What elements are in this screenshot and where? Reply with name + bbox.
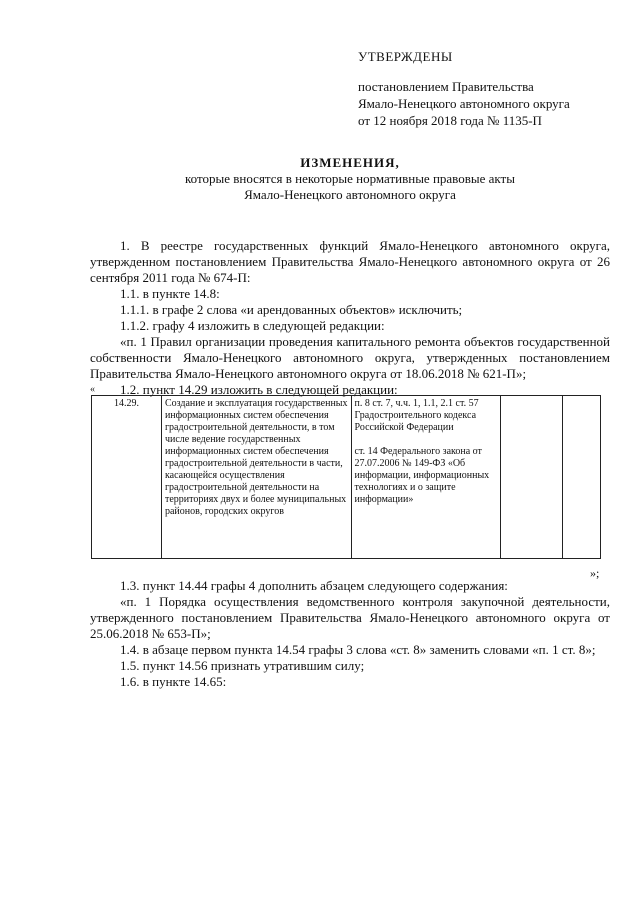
approval-line-2: Ямало-Ненецкого автономного округа [358,96,570,111]
table-cell-basis [351,396,500,559]
table-close-mark: »; [590,566,600,580]
body-bottom [90,578,610,690]
table-row [92,396,601,559]
paragraph-1-1-2: 1.1.2. графу 4 изложить в следующей редакции: [120,318,385,333]
table-cell-col5 [563,396,601,559]
paragraph-1-2: 1.2. пункт 14.29 изложить в следующей редакции: [120,382,398,397]
paragraph-1-1: 1.1. в пункте 14.8: [120,286,220,301]
approval-line-3: от 12 ноября 2018 года № 1135-П [358,113,542,128]
registry-table [91,395,601,559]
table-cell-number: 14.29. [92,396,162,559]
paragraph-1: 1. В реестре государственных функций Ямало-Ненецкого автономного округа, утвержденном постановлением Правительства Ямало-Ненецкого автономного округа от 26 сентября 2011 года № 674-П: [90,238,610,285]
paragraph-1-3: 1.3. пункт 14.44 графы 4 дополнить абзацем следующего содержания: [120,578,508,593]
paragraph-1-5: 1.5. пункт 14.56 признать утратившим силу; [120,658,365,673]
table-cell-name: Создание и эксплуатация государственных информационных систем обеспечения градостроительной деятельности, в том числе ведение государственных информационных систем обеспечения градостроительной деятельности в части, касающейся осуществления градостроительной деятельности на территориях двух и более муниципальных районов, городских округов [161,396,351,559]
table-basis-1: п. 8 ст. 7, ч.ч. 1, 1.1, 2.1 ст. 57 Градостроительного кодекса Российской Федерации [354,398,479,433]
paragraph-1-6: 1.6. в пункте 14.65: [120,674,227,689]
document-subtitle-line-1: которые вносятся в некоторые нормативные правовые акты [185,171,515,186]
document-subtitle-line-2: Ямало-Ненецкого автономного округа [244,187,456,202]
document-title: ИЗМЕНЕНИЯ, [300,155,400,170]
approval-block [358,48,570,129]
table-basis-2: ст. 14 Федерального закона от 27.07.2006 № 149-ФЗ «Об информации, информационных технологиях и о защите информации» [354,446,490,505]
paragraph-quote-1: «п. 1 Правил организации проведения капитального ремонта объектов государственной собственности Ямало-Ненецкого автономного округа, утвержденных постановлением Правительства Ямало-Ненецкого автономного округа от 18.06.2018 № 621-П»; [90,334,610,381]
approval-line-1: постановлением Правительства [358,79,534,94]
paragraph-1-1-1: 1.1.1. в графе 2 слова «и арендованных объектов» исключить; [120,302,463,317]
document-title-block [0,155,640,203]
approval-heading: УТВЕРЖДЕНЫ [358,49,453,64]
table-open-quote: « [90,384,95,395]
paragraph-1-4: 1.4. в абзаце первом пункта 14.54 графы 3 слова «ст. 8» заменить словами «п. 1 ст. 8»; [120,642,596,657]
paragraph-quote-2: «п. 1 Порядка осуществления ведомственного контроля закупочной деятельности, утвержденного постановлением Правительства Ямало-Ненецкого автономного округа от 25.06.2018 № 653-П»; [90,594,610,641]
body-top [90,238,610,398]
table-cell-col4 [500,396,563,559]
